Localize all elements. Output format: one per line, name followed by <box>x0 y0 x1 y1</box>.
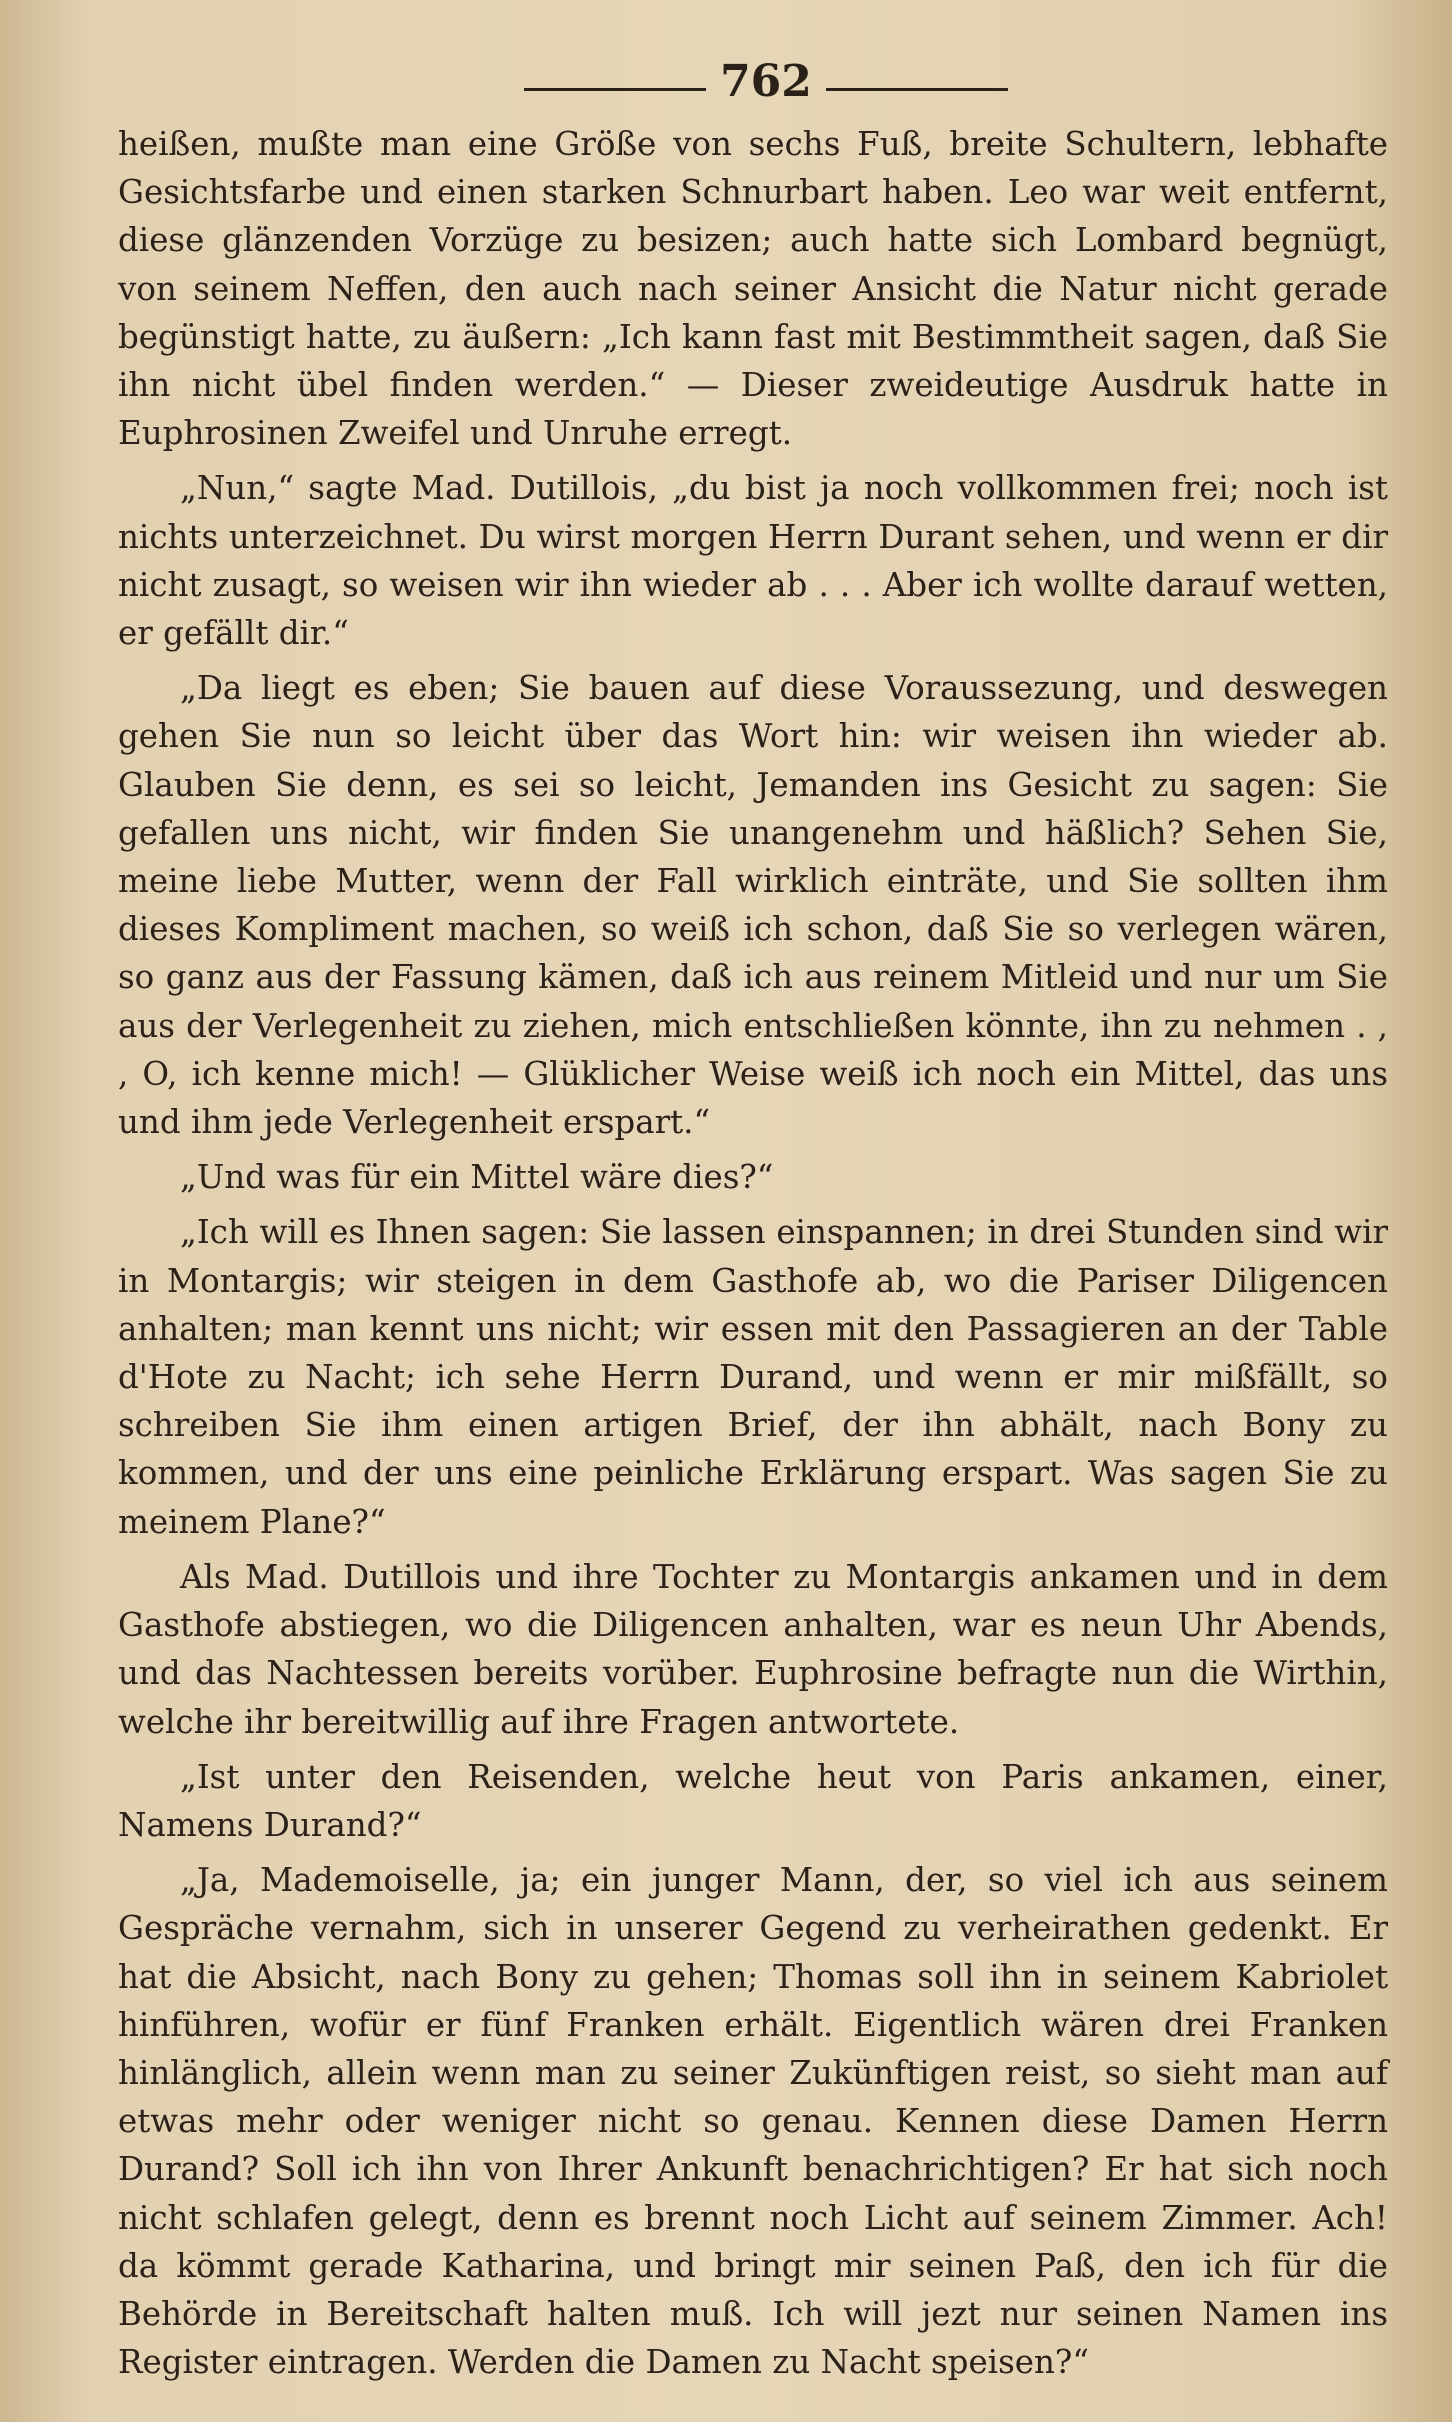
header-rule-right <box>826 88 1008 91</box>
paragraph-3: „Da liegt es eben; Sie bauen auf diese Voraussezung, und deswegen gehen Sie nun so leicht über das Wort hin: wir weisen ihn wieder ab. Glauben Sie denn, es sei so leicht, Jemanden ins Gesicht zu sagen: Sie gefallen uns nicht, wir finden Sie unangenehm und häßlich? Sehen Sie, meine liebe Mutter, wenn der Fall wirklich einträte, und Sie sollten ihm dieses Kompliment machen, so weiß ich schon, daß Sie so verlegen wären, so ganz aus der Fassung kämen, daß ich aus reinem Mitleid und nur um Sie aus der Verlegenheit zu ziehen, mich entschließen könnte, ihn zu nehmen . , , O, ich kenne mich! — Glüklicher Weise weiß ich noch ein Mittel, das uns und ihm jede Verlegenheit erspart.“ <box>118 669 1388 1142</box>
text-body <box>118 120 1388 2386</box>
paragraph-4: „Und was für ein Mittel wäre dies?“ <box>180 1158 774 1197</box>
paragraph-2: „Nun,“ sagte Mad. Dutillois, „du bist ja noch vollkommen frei; noch ist nichts unterzeichnet. Du wirst morgen Herrn Durant sehen, und wenn er dir nicht zusagt, so weisen wir ihn wieder ab . . . Aber ich wollte darauf wetten, er gefällt dir.“ <box>118 469 1388 653</box>
paragraph-8: „Ja, Mademoiselle, ja; ein junger Mann, der, so viel ich aus seinem Gespräche vernahm, sich in unserer Gegend zu verheirathen gedenkt. Er hat die Absicht, nach Bony zu gehen; Thomas soll ihn in seinem Kabriolet hinführen, wofür er fünf Franken erhält. Eigentlich wären drei Franken hinlänglich, allein wenn man zu seiner Zukünftigen reist, so sieht man auf etwas mehr oder weniger nicht so genau. Kennen diese Damen Herrn Durand? Soll ich ihn von Ihrer Ankunft benachrichtigen? Er hat sich noch nicht schlafen gelegt, denn es brennt noch Licht auf seinem Zimmer. Ach! da kömmt gerade Katharina, und bringt mir seinen Paß, den ich für die Behörde in Bereitschaft halten muß. Ich will jezt nur seinen Namen ins Register eintragen. Werden die Damen zu Nacht speisen?“ <box>118 1861 1388 2382</box>
header-rule-left <box>524 88 706 91</box>
paragraph-5: „Ich will es Ihnen sagen: Sie lassen einspannen; in drei Stunden sind wir in Montargis; wir steigen in dem Gasthofe ab, wo die Pariser Diligencen anhalten; man kennt uns nicht; wir essen mit den Passagieren an der Table d'Hote zu Nacht; ich sehe Herrn Durand, und wenn er mir mißfällt, so schreiben Sie ihm einen artigen Brief, der ihn abhält, nach Bony zu kommen, und der uns eine peinliche Erklärung erspart. Was sagen Sie zu meinem Plane?“ <box>118 1213 1388 1541</box>
page-number: 762 <box>720 56 812 107</box>
paragraph-1: heißen, mußte man eine Größe von sechs Fuß, breite Schultern, lebhafte Gesichtsfarbe und einen starken Schnurbart haben. Leo war weit entfernt, diese glänzenden Vorzüge zu besizen; auch hatte sich Lombard begnügt, von seinem Neffen, den auch nach seiner Ansicht die Natur nicht gerade begünstigt hatte, zu äußern: „Ich kann fast mit Bestimmtheit sagen, daß Sie ihn nicht übel finden werden.“ — Dieser zweideutige Ausdruk hatte in Euphrosinen Zweifel und Unruhe erregt. <box>118 125 1388 453</box>
paragraph-7: „Ist unter den Reisenden, welche heut von Paris ankamen, einer, Namens Durand?“ <box>118 1757 1388 1844</box>
page-header <box>0 52 1452 112</box>
paragraph-6: Als Mad. Dutillois und ihre Tochter zu Montargis ankamen und in dem Gasthofe abstiegen, wo die Diligencen anhalten, war es neun Uhr Abends, und das Nachtessen bereits vorüber. Euphrosine befragte nun die Wirthin, welche ihr bereitwillig auf ihre Fragen antwortete. <box>118 1557 1388 1741</box>
